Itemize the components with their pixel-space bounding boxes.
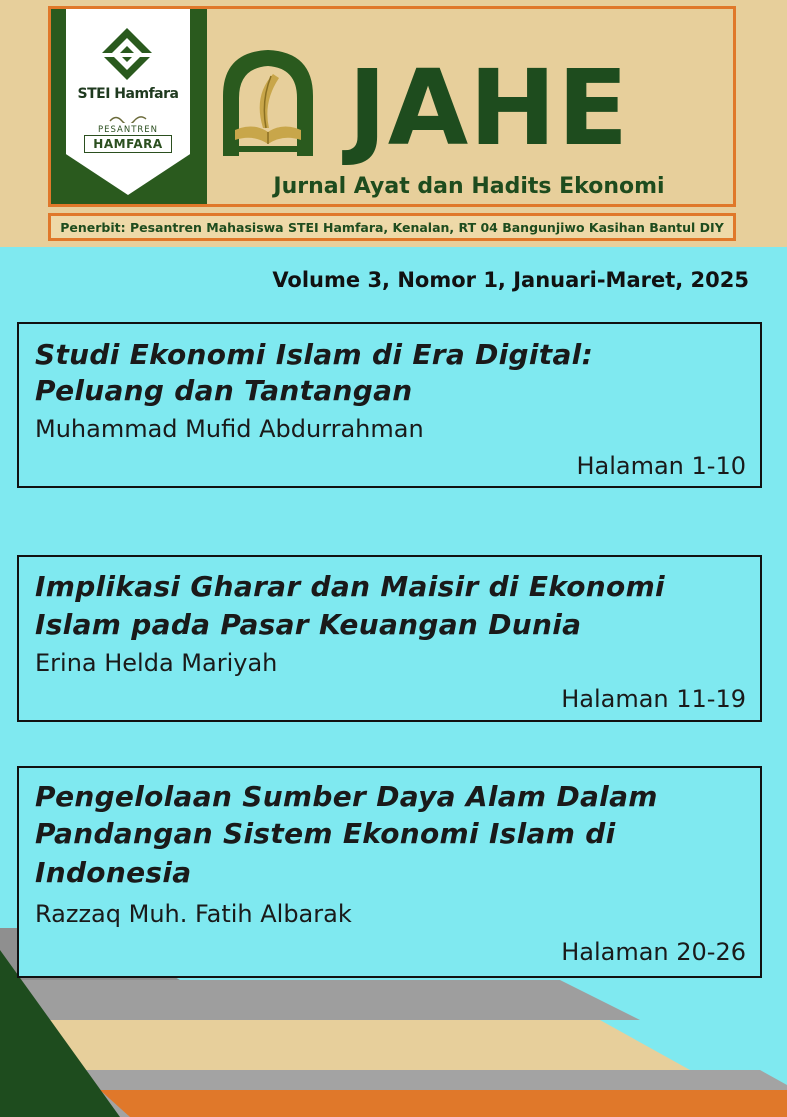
article-title-line: Indonesia xyxy=(35,856,192,889)
article-title-line: Pengelolaan Sumber Daya Alam Dalam xyxy=(35,780,658,813)
article-pages: Halaman 20-26 xyxy=(561,938,746,966)
institution-name: STEI Hamfara xyxy=(77,86,179,102)
article-author: Muhammad Mufid Abdurrahman xyxy=(35,415,424,443)
pesantren-logo xyxy=(82,113,174,155)
article-title-line: Implikasi Gharar dan Maisir di Ekonomi xyxy=(35,570,665,603)
article-pages: Halaman 1-10 xyxy=(576,452,746,480)
journal-full-name: Jurnal Ayat dan Hadits Ekonomi xyxy=(273,174,665,199)
article-author: Erina Helda Mariyah xyxy=(35,649,278,677)
arabic-calligraphy-icon xyxy=(82,113,174,125)
cover-header xyxy=(0,0,787,247)
article-title-line: Pandangan Sistem Ekonomi Islam di xyxy=(35,817,616,850)
quill-book-emblem-icon xyxy=(213,46,323,162)
article-title-line: Islam pada Pasar Keuangan Dunia xyxy=(35,608,582,641)
article-box[interactable] xyxy=(17,766,762,978)
article-box[interactable] xyxy=(17,322,762,488)
publisher-bar xyxy=(48,213,736,241)
stei-hamfara-logo-icon xyxy=(99,26,155,80)
issue-volume: Volume 3, Nomor 1, Januari-Maret, 2025 xyxy=(272,268,749,292)
article-title-line: Studi Ekonomi Islam di Era Digital: xyxy=(35,338,594,371)
article-pages: Halaman 11-19 xyxy=(561,685,746,713)
hamfara-label: HAMFARA xyxy=(84,135,172,153)
article-author: Razzaq Muh. Fatih Albarak xyxy=(35,900,352,928)
pesantren-label: PESANTREN xyxy=(97,125,159,135)
journal-abbreviation: JAHE xyxy=(348,47,630,169)
article-box[interactable] xyxy=(17,555,762,722)
article-title-line: Peluang dan Tantangan xyxy=(35,374,413,407)
publisher-text: Penerbit: Pesantren Mahasiswa STEI Hamfara, Kenalan, RT 04 Bangunjiwo Kasihan Bantul DIY xyxy=(60,220,724,235)
